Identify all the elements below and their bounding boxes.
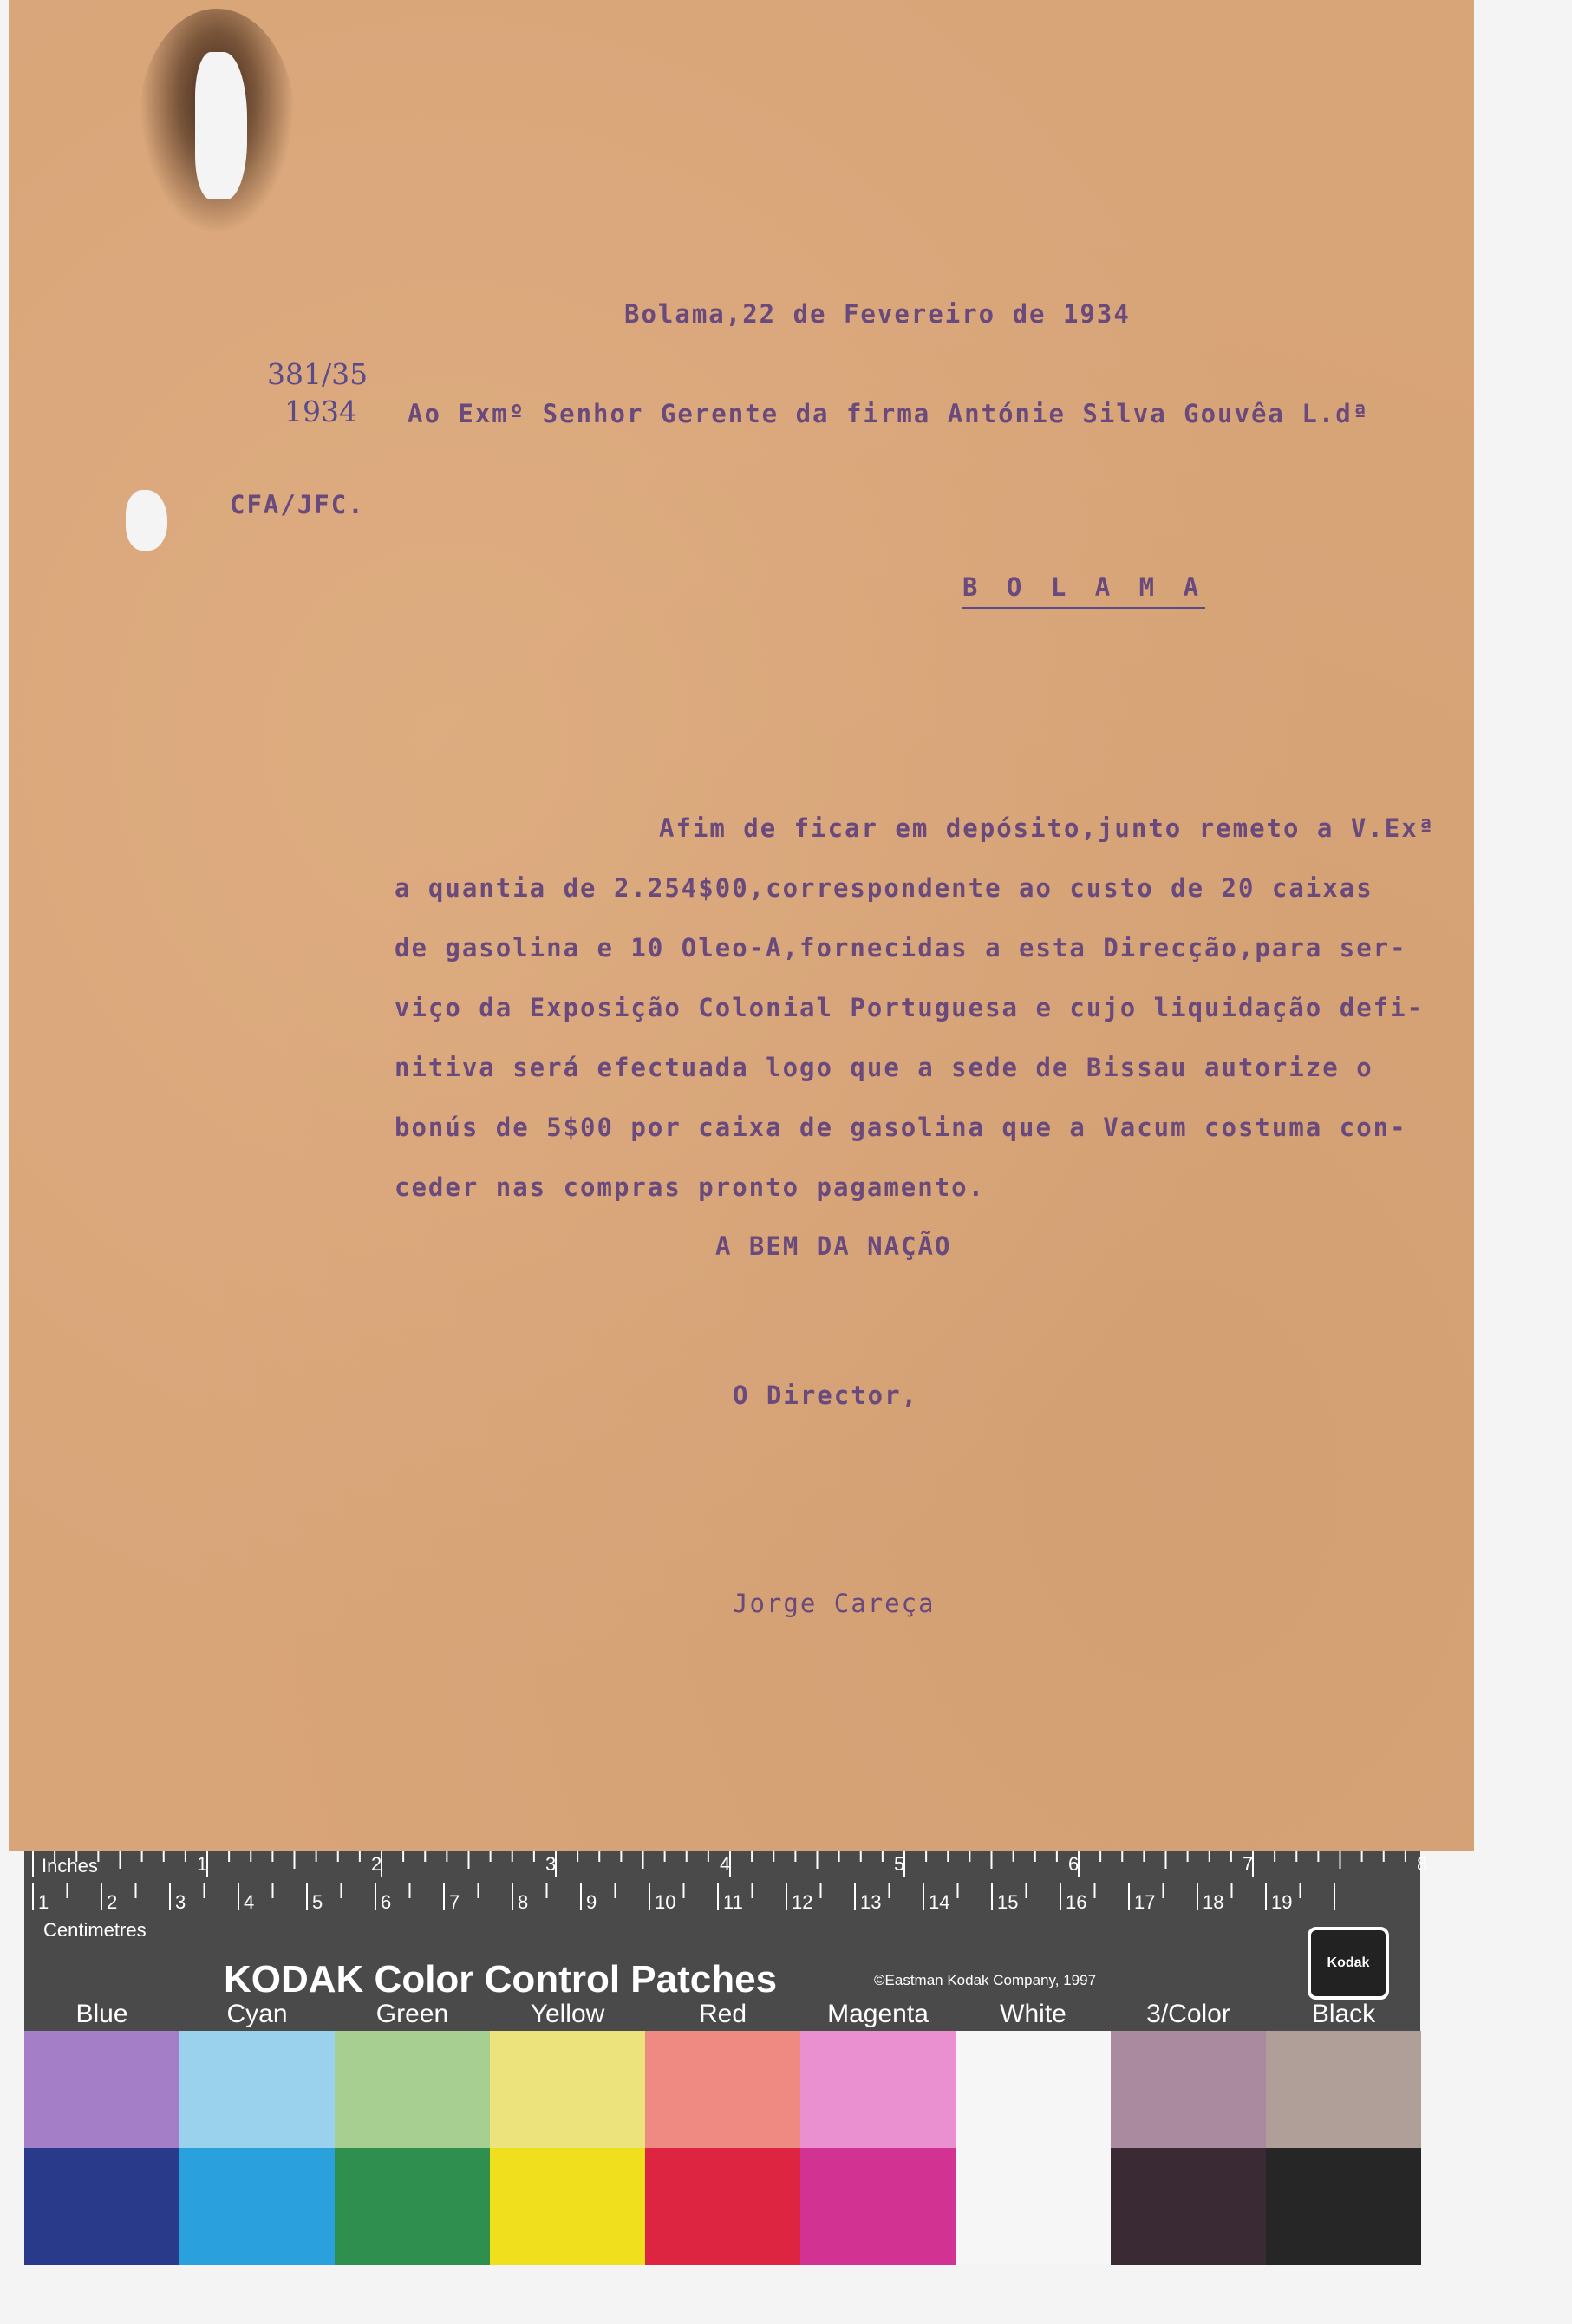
inch-number: 2 [371, 1853, 382, 1875]
inch-number: 4 [720, 1853, 731, 1875]
color-patch-dark [490, 2148, 645, 2265]
color-patch-light [645, 2031, 800, 2148]
patch-label: 3/Color [1146, 2000, 1230, 2028]
body-line: ceder nas compras pronto pagamento. [395, 1172, 986, 1202]
kodak-copyright: ©Eastman Kodak Company, 1997 [874, 1972, 1097, 1988]
cm-number: 9 [586, 1891, 597, 1913]
cm-number: 6 [381, 1891, 392, 1913]
reference-number: 381/35 [267, 357, 369, 391]
cm-number: 17 [1134, 1891, 1156, 1913]
kodak-band [24, 1951, 1420, 2031]
color-patch-dark [956, 2148, 1111, 2265]
color-patch-light [956, 2031, 1111, 2148]
cm-number: 19 [1271, 1891, 1293, 1913]
cm-number: 18 [1203, 1891, 1224, 1913]
patch-label: Red [698, 2000, 747, 2028]
addressee: Ao Exmº Senhor Gerente da firma Antónie Silva Gouvêa L.dª [408, 399, 1370, 428]
body-line: viço da Exposição Colonial Portuguesa e cujo liquidação defi- [395, 993, 1425, 1022]
color-patch-dark [24, 2148, 179, 2265]
kodak-logo: Kodak [1308, 1927, 1389, 2000]
patch-label: Green [375, 2000, 449, 2028]
cm-number: 1 [38, 1891, 49, 1913]
body-line: de gasolina e 10 Oleo-A,fornecidas a esta Direcção,para ser- [395, 933, 1407, 963]
color-patch-light [800, 2031, 956, 2148]
cm-number: 15 [997, 1891, 1019, 1913]
patch-label: Black [1311, 2000, 1376, 2028]
kodak-title: KODAK Color Control Patches [224, 1958, 778, 2001]
color-patch-light [24, 2031, 179, 2148]
signature: Jorge Careça [733, 1589, 936, 1618]
motto: A BEM DA NAÇÃO [715, 1231, 952, 1261]
cm-number: 5 [312, 1891, 323, 1913]
patch-label: Magenta [827, 2000, 929, 2028]
color-patch-dark [335, 2148, 490, 2265]
cm-number: 11 [723, 1891, 743, 1913]
cm-number: 4 [244, 1891, 255, 1913]
cm-number: 2 [107, 1891, 118, 1913]
closing: O Director, [733, 1381, 919, 1410]
color-patch-dark [1266, 2148, 1421, 2265]
paper-hole [126, 490, 167, 551]
color-patch-light [490, 2031, 645, 2148]
color-patch-light [179, 2031, 335, 2148]
cm-number: 16 [1066, 1891, 1087, 1913]
color-patch-dark [645, 2148, 800, 2265]
measurement-ruler [24, 1851, 1428, 1951]
inch-number: 8 [1417, 1853, 1428, 1875]
reference-year: 1934 [284, 395, 357, 428]
cm-number: 10 [655, 1891, 676, 1913]
place-date: Bolama,22 de Fevereiro de 1934 [624, 299, 1131, 329]
cm-number: 13 [860, 1891, 882, 1913]
color-patch-dark [179, 2148, 335, 2265]
patch-label: Cyan [226, 2000, 288, 2028]
cm-number: 8 [518, 1891, 529, 1913]
patch-label: Blue [75, 2000, 128, 2028]
body-line: a quantia de 2.254$00,correspondente ao custo de 20 caixas [395, 873, 1373, 903]
centimetres-label: Centimetres [43, 1919, 147, 1941]
city-heading: B O L A M A [962, 572, 1205, 609]
color-patch-light [1111, 2031, 1266, 2148]
inches-label: Inches [42, 1855, 98, 1877]
color-patch-light [1266, 2031, 1421, 2148]
body-line: Afim de ficar em depósito,junto remeto a V.Exª [659, 813, 1436, 843]
patch-label: Yellow [530, 2000, 605, 2028]
cm-number: 12 [792, 1891, 813, 1913]
inch-number: 3 [545, 1853, 557, 1875]
cm-number: 3 [175, 1891, 186, 1913]
color-patch-dark [1111, 2148, 1266, 2265]
body-line: bonús de 5$00 por caixa de gasolina que a Vacum costuma con- [395, 1113, 1407, 1142]
inch-number: 1 [197, 1853, 208, 1875]
inch-number: 6 [1068, 1853, 1080, 1875]
body-line: nitiva será efectuada logo que a sede de Bissau autorize o [395, 1053, 1373, 1082]
inch-number: 5 [894, 1853, 905, 1875]
cm-number: 14 [929, 1891, 950, 1913]
cm-number: 7 [449, 1891, 460, 1913]
patch-label: White [1000, 2000, 1066, 2028]
letter-paper [9, 0, 1474, 1851]
paper-hole [195, 52, 247, 199]
color-patch-light [335, 2031, 490, 2148]
initials: CFA/JFC. [230, 490, 365, 519]
color-patch-dark [800, 2148, 956, 2265]
inch-number: 7 [1243, 1853, 1254, 1875]
